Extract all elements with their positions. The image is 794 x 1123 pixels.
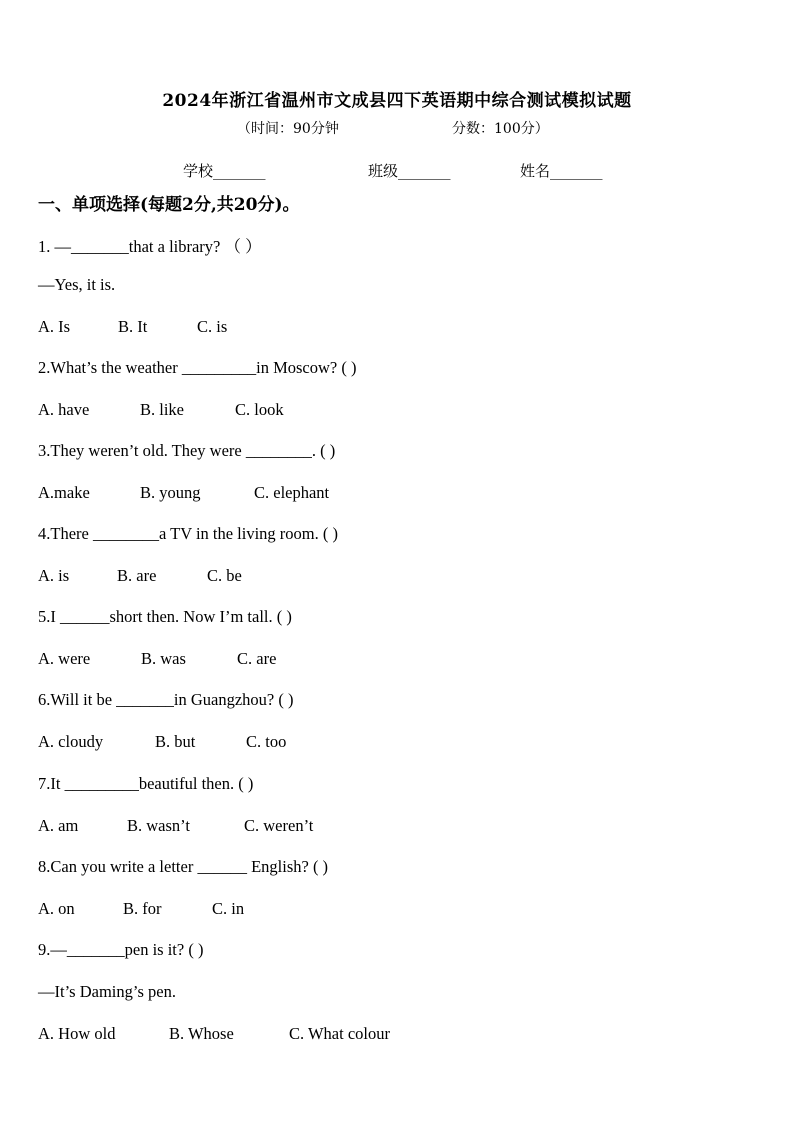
question-2-option-b: B. like [140,400,184,419]
question-3-stem: 3.They weren’t old. They were ________. ( ) [38,441,336,460]
question-4-option-a: A. is [38,566,70,585]
question-8-option-b: B. for [123,899,162,918]
question-9-option-b: B. Whose [169,1024,234,1043]
question-5-stem: 5.I ______short then. Now I’m tall. ( ) [38,607,292,626]
question-6-option-a: A. cloudy [38,732,104,751]
question-6-option-b: B. but [155,732,196,751]
question-1-option-b: B. It [118,317,148,336]
question-9-answer-line: —It’s Daming’s pen. [38,982,176,1001]
page-title: 2024年浙江省温州市文成县四下英语期中综合测试模拟试题 [162,91,632,111]
question-1-option-c: C. is [197,317,228,336]
question-6-option-c: C. too [246,732,287,751]
question-1-option-a: A. Is [38,317,71,336]
question-2-option-a: A. have [38,400,90,419]
question-1-answer-line: —Yes, it is. [38,275,116,294]
question-3-option-c: C. elephant [254,483,330,502]
name-field: 姓名_______ [520,162,603,180]
question-5-option-a: A. were [38,649,91,668]
question-7-option-a: A. am [38,816,79,835]
question-4-option-c: C. be [207,566,242,585]
question-4-stem: 4.There ________a TV in the living room. ( ) [38,524,339,543]
question-5-option-b: B. was [141,649,186,668]
score-note: 分数：100分） [452,121,549,137]
question-2-option-c: C. look [235,400,284,419]
class-field: 班级_______ [368,162,451,180]
time-note: （时间：90分钟 [237,121,339,137]
school-field: 学校_______ [183,162,266,180]
question-8-stem: 8.Can you write a letter ______ English? ( ) [38,857,329,876]
question-7-option-b: B. wasn’t [127,816,190,835]
section-heading: 一、单项选择(每题2分,共20分)。 [38,195,300,215]
question-8-option-a: A. on [38,899,75,918]
question-9-option-c: C. What colour [289,1024,390,1043]
question-1-stem: 1. —_______that a library? （ ） [38,237,262,256]
question-6-stem: 6.Will it be _______in Guangzhou? ( ) [38,690,294,709]
question-3-option-a: A.make [38,483,90,502]
question-7-stem: 7.It _________beautiful then. ( ) [38,774,254,793]
question-9-stem: 9.—_______pen is it? ( ) [38,940,204,959]
question-7-option-c: C. weren’t [244,816,314,835]
question-4-option-b: B. are [117,566,157,585]
question-3-option-b: B. young [140,483,201,502]
question-9-option-a: A. How old [38,1024,116,1043]
question-8-option-c: C. in [212,899,245,918]
question-5-option-c: C. are [237,649,277,668]
question-2-stem: 2.What’s the weather _________in Moscow? ( ) [38,358,357,377]
